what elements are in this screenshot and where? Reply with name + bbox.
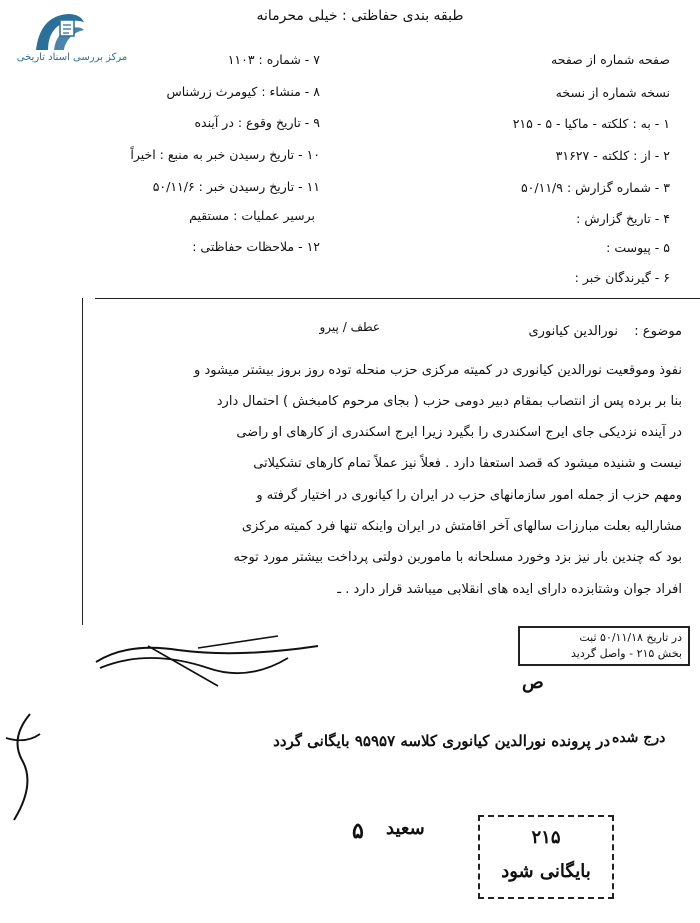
- handwritten-signature: سعید: [386, 818, 425, 839]
- field-recipients: ۶ - گیرندگان خبر :: [574, 270, 670, 285]
- handwritten-number: ۵: [352, 818, 364, 844]
- field-page-number: صفحه شماره از صفحه: [551, 52, 670, 67]
- subject-value: نورالدین کیانوری: [528, 324, 618, 339]
- field-number: ۷ - شماره : ۱۱۰۳: [227, 52, 320, 67]
- document-center-logo-icon: [30, 10, 88, 56]
- handwritten-side-note: درج شده: [612, 730, 666, 746]
- body-line: در آینده نزدیکی جای ایرج اسکندری را بگیرد زیرا ایرج اسکندری از کارهای او راضی: [236, 425, 682, 440]
- subject-label: موضوع :: [634, 324, 682, 339]
- archive-number: ۲۱۵: [531, 827, 561, 848]
- body-top-rule: [95, 298, 700, 299]
- handwritten-initial: ص: [522, 672, 544, 693]
- archive-label: بایگانی شود: [501, 861, 591, 882]
- body-line: ومهم حزب از جمله امور سازمانهای حزب در ایران را کیانوری در اختیار گرفته و: [256, 488, 682, 503]
- field-source-receipt-date: ۱۰ - تاریخ رسیدن خبر به منبع : اخیراً: [130, 147, 320, 162]
- signature-scribble: [88, 628, 328, 690]
- field-to: ۱ - به : کلکته - ماکیا - ۵ - ۲۱۵: [512, 116, 670, 131]
- field-report-number: ۳ - شماره گزارش : ۵۰/۱۱/۹: [520, 180, 670, 195]
- handwritten-filing-note: در پرونده نورالدین کیانوری کلاسه ۹۵۹۵۷ بایگانی گردد: [273, 732, 610, 750]
- stamp-line: در تاریخ ۵۰/۱۱/۱۸ ثبت: [579, 631, 682, 644]
- logo-caption: مرکز بررسی اسناد تاریخی: [16, 52, 128, 63]
- reference-label: عطف / پیرو: [319, 320, 380, 334]
- field-attachment: ۵ - پیوست :: [606, 240, 670, 255]
- field-report-date: ۴ - تاریخ گزارش :: [576, 211, 670, 226]
- field-from: ۲ - از : کلکته - ۳۱۶۲۷: [555, 148, 670, 163]
- archive-stamp: [478, 815, 614, 899]
- archive-logo: [8, 10, 138, 70]
- field-source: ۸ - منشاء : کیومرث زرشناس: [166, 84, 320, 99]
- body-line: افراد جوان وشتابزده دارای ایده های انقلابی میباشد قرار دارد . ـ: [337, 582, 682, 597]
- body-line: بود که چندین بار نیز بزد وخورد مسلحانه با ماموربن دولتی پرداخت بیشتر مورد توجه: [233, 550, 682, 565]
- registration-stamp: [518, 626, 690, 666]
- body-left-rule: [82, 298, 83, 625]
- body-line: مشارالیه بعلت مبارزات سالهای آخر اقامتش در ایران واینکه تنها فرد کمیته مرکزی: [241, 519, 682, 534]
- field-event-date: ۹ - تاریخ وقوع : در آینده: [194, 115, 320, 130]
- field-operations: برسیر عملیات : مستقیم: [189, 208, 315, 223]
- body-line: نفوذ وموقعیت نورالدین کیانوری در کمیته مرکزی حزب منحله توده روز بروز بیشتر میشود و: [194, 363, 682, 378]
- field-copy-number: نسخه شماره از نسخه: [555, 85, 670, 100]
- margin-scribble: [0, 708, 48, 828]
- field-security-notes: ۱۲ - ملاحظات حفاظتی :: [192, 239, 320, 254]
- classification-title: طبقه بندی حفاظتی : خیلی محرمانه: [256, 8, 464, 24]
- field-receipt-date: ۱۱ - تاریخ رسیدن خبر : ۵۰/۱۱/۶: [152, 179, 320, 194]
- body-line: نیست و شنیده میشود که قصد استعفا دارد . فعلاً نیز عملاً تمام کارهای تشکیلاتی: [253, 456, 682, 471]
- stamp-line: بخش ۲۱۵ - واصل گردید: [571, 647, 682, 660]
- body-line: بنا بر برده پس از انتصاب بمقام دبیر دومی حزب ( بجای مرحوم کامبخش ) احتمال دارد: [216, 394, 682, 409]
